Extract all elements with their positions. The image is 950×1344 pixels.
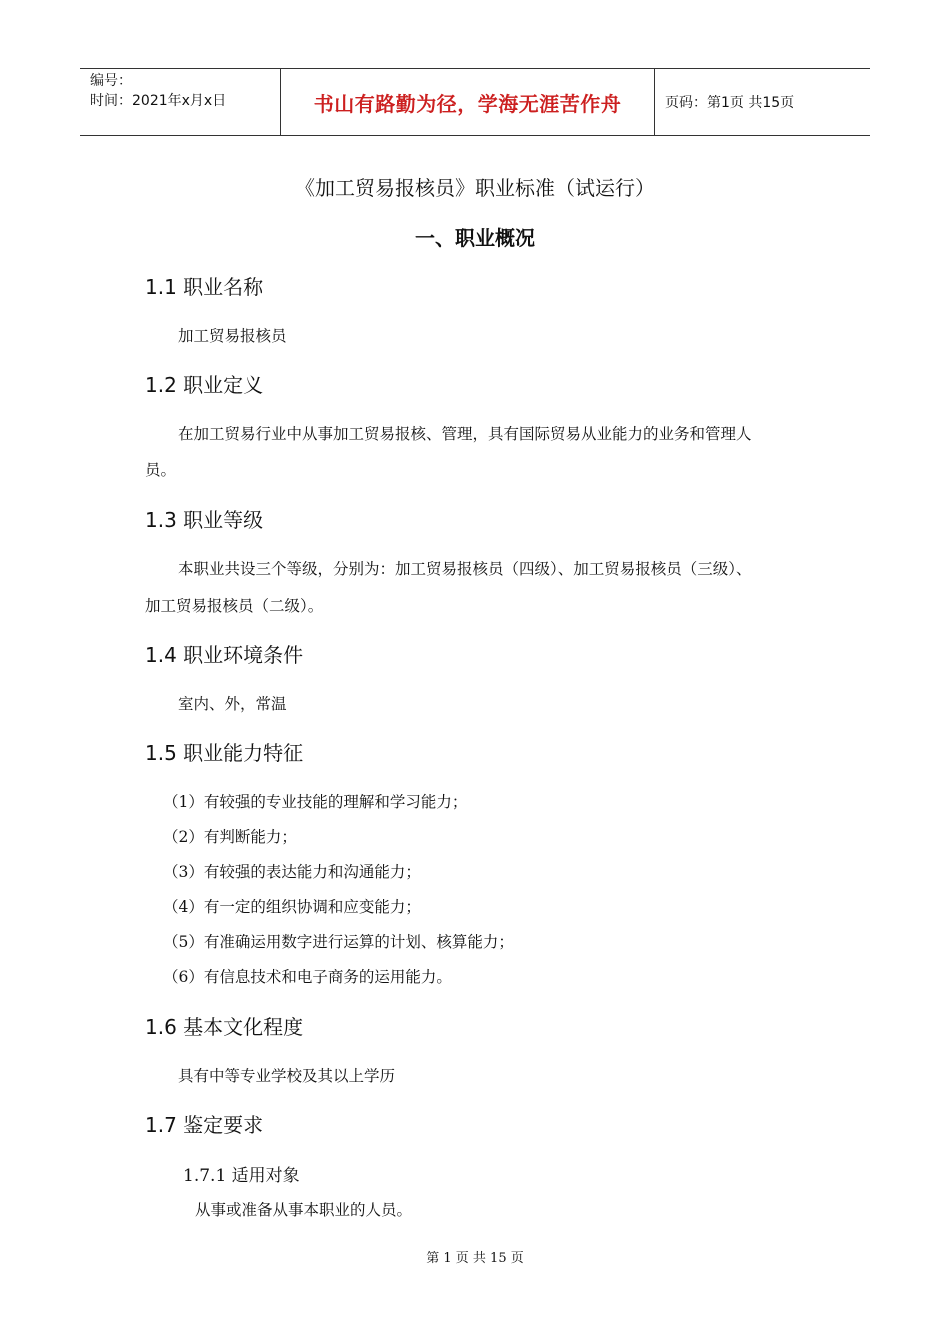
ability-item: （6）有信息技术和电子商务的运用能力。 bbox=[163, 968, 452, 986]
section-text-1-1: 加工贸易报核员 bbox=[178, 327, 287, 345]
section-text-1-7-1: 从事或准备从事本职业的人员。 bbox=[195, 1201, 413, 1219]
page-footer: 第 1 页 共 15 页 bbox=[426, 1251, 524, 1266]
header-motto: 书山有路勤为径，学海无涯苦作舟 bbox=[281, 69, 655, 135]
section-heading-1-6: 1.6 基本文化程度 bbox=[145, 1015, 304, 1039]
chapter-title: 一、职业概况 bbox=[415, 226, 535, 250]
ability-item: （3）有较强的表达能力和沟通能力； bbox=[163, 863, 421, 881]
section-text-1-2-line1: 在加工贸易行业中从事加工贸易报核、管理，具有国际贸易从业能力的业务和管理人 bbox=[178, 425, 752, 443]
time-label: 时间：2021年x月x日 bbox=[90, 93, 227, 109]
header-left-cell bbox=[80, 69, 281, 135]
ability-item: （4）有一定的组织协调和应变能力； bbox=[163, 898, 421, 916]
section-heading-1-1: 1.1 职业名称 bbox=[145, 275, 264, 299]
code-label: 编号： bbox=[90, 73, 132, 89]
ability-item: （5）有准确运用数字进行运算的计划、核算能力； bbox=[163, 933, 514, 951]
section-heading-1-7: 1.7 鉴定要求 bbox=[145, 1113, 264, 1137]
document-title: 《加工贸易报核员》职业标准（试运行） bbox=[295, 176, 655, 200]
header-table bbox=[80, 68, 870, 136]
section-text-1-3-line1: 本职业共设三个等级，分别为：加工贸易报核员（四级）、加工贸易报核员（三级）、 bbox=[178, 560, 752, 578]
header-page-info: 页码：第1页 共15页 bbox=[665, 95, 795, 111]
section-heading-1-3: 1.3 职业等级 bbox=[145, 508, 264, 532]
section-text-1-4: 室内、外，常温 bbox=[178, 695, 287, 713]
section-heading-1-4: 1.4 职业环境条件 bbox=[145, 643, 304, 667]
section-text-1-6: 具有中等专业学校及其以上学历 bbox=[178, 1067, 396, 1085]
section-text-1-2-line2: 员。 bbox=[145, 461, 177, 479]
section-heading-1-5: 1.5 职业能力特征 bbox=[145, 741, 304, 765]
section-heading-1-2: 1.2 职业定义 bbox=[145, 373, 264, 397]
ability-item: （1）有较强的专业技能的理解和学习能力； bbox=[163, 793, 468, 811]
sub-heading-1-7-1: 1.7.1 适用对象 bbox=[183, 1166, 300, 1186]
ability-item: （2）有判断能力； bbox=[163, 828, 297, 846]
section-text-1-3-line2: 加工贸易报核员（二级）。 bbox=[145, 597, 324, 615]
